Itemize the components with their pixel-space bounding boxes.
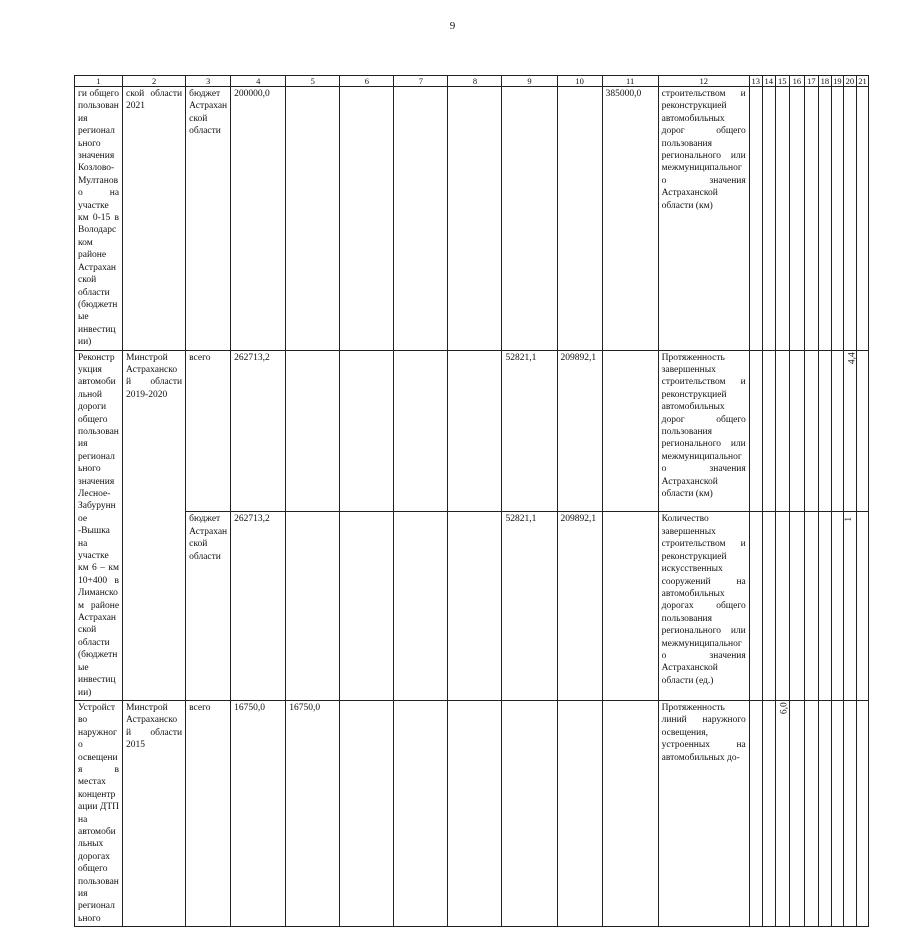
indicator-cell: Количество завершенных строительством и реконструкцией искусственных сооружений на автомобильных дорогах общего пользования регионального или межмуниципального значения Астраханской области (ед.): [658, 512, 749, 700]
object-name-cell: ги общего пользования регионального значения Козлово-Мултаново на участке км 0-15 в Володарском районе Астраханской области (бюджетные инвестиции): [75, 87, 123, 351]
funding-source-cell: бюджет Астраханской области: [186, 87, 231, 351]
cell-col19: [831, 512, 843, 700]
amount-total-cell: 262713,2: [231, 512, 286, 700]
cell-col16: [789, 350, 804, 512]
cell-col8: [448, 350, 502, 512]
col-header-20: 20: [843, 76, 856, 87]
cell-col7: [394, 350, 448, 512]
cell-col18: [818, 87, 831, 351]
target-value-text: 4,4: [847, 351, 858, 364]
program-table: [74, 75, 869, 927]
col-header-10: 10: [557, 76, 602, 87]
col-header-21: 21: [858, 76, 867, 86]
col-header-17: 17: [804, 76, 818, 87]
cell-col6: [340, 350, 394, 512]
cell-col20: [843, 87, 856, 351]
cell-col15: [775, 87, 789, 351]
executor-cell: Минстрой Астраханской области 2015: [123, 700, 186, 926]
col-header-12: 12: [658, 76, 749, 87]
cell-col14: [762, 512, 775, 700]
table-row: [75, 350, 869, 512]
amount-col10-cell: 209892,1: [557, 350, 602, 512]
column-number-row: [75, 76, 869, 87]
cell-col7: [394, 87, 448, 351]
indicator-cell: Протяженность линий наружного освещения, устроенных на автомобильных до-: [658, 700, 749, 926]
cell-col8: [448, 512, 502, 700]
amount-col5-cell: 16750,0: [286, 700, 340, 926]
cell-col17: [804, 87, 818, 351]
cell-col21: [856, 87, 868, 351]
page-number: 9: [449, 20, 456, 32]
amount-col9-cell: 52821,1: [502, 350, 557, 512]
indicator-cell: строительством и реконструкцией автомобильных дорог общего пользования регионального или межмуниципального значения Астраханской области (км): [658, 87, 749, 351]
col-header-8: 8: [448, 76, 502, 87]
target-value-text: 1: [844, 517, 855, 523]
cell-col10: [557, 700, 602, 926]
cell-col18: [818, 512, 831, 700]
cell-col21: [856, 512, 868, 700]
col-header-16: 16: [789, 76, 804, 87]
cell-col16: [789, 512, 804, 700]
target-value-cell: [843, 512, 856, 700]
cell-col17: [804, 700, 818, 926]
cell-col13: [749, 512, 762, 700]
cell-col7: [394, 512, 448, 700]
cell-col13: [749, 700, 762, 926]
cell-col11: [602, 512, 658, 700]
funding-source-cell: всего: [186, 700, 231, 926]
col-header-1: 1: [75, 76, 123, 87]
cell-col9: [502, 87, 557, 351]
cell-col14: [762, 350, 775, 512]
cell-col18: [818, 350, 831, 512]
col-header-7: 7: [394, 76, 448, 87]
cell-col16: [789, 700, 804, 926]
cell-col6: [340, 87, 394, 351]
cell-col13: [749, 350, 762, 512]
col-header-9: 9: [502, 76, 557, 87]
amount-total-cell: 16750,0: [231, 700, 286, 926]
cell-col7: [394, 700, 448, 926]
cell-col19: [831, 700, 843, 926]
cell-col9: [502, 700, 557, 926]
cell-col8: [448, 700, 502, 926]
col-header-15: 15: [775, 76, 789, 87]
col-header-2: 2: [123, 76, 186, 87]
col-header-3: 3: [186, 76, 231, 87]
cell-col6: [340, 512, 394, 700]
col-header-13: 13: [749, 76, 762, 87]
cell-col19: [831, 87, 843, 351]
amount-total-cell: 262713,2: [231, 350, 286, 512]
col-header-14: 14: [762, 76, 775, 87]
cell-col10: [557, 87, 602, 351]
col-header-5: 5: [286, 76, 340, 87]
table-row: [75, 87, 869, 351]
cell-col13: [749, 87, 762, 351]
cell-col14: [762, 87, 775, 351]
cell-col20: [843, 700, 856, 926]
cell-col5: [286, 512, 340, 700]
executor-cell: ской области 2021: [123, 87, 186, 351]
target-value-cell: [775, 700, 789, 926]
cell-col19: [831, 350, 843, 512]
amount-col10-cell: 209892,1: [557, 512, 602, 700]
cell-col17: [804, 512, 818, 700]
cell-col11: [602, 700, 658, 926]
funding-source-cell: всего: [186, 350, 231, 512]
cell-col15: [775, 512, 789, 700]
cell-col6: [340, 700, 394, 926]
cell-col8: [448, 87, 502, 351]
target-value-text: 6,0: [779, 702, 790, 715]
col-header-18: 18: [818, 76, 831, 87]
cell-col21: [856, 700, 868, 926]
table-row: [75, 700, 869, 926]
cell-col11: [602, 350, 658, 512]
cell-col17: [804, 350, 818, 512]
amount-col9-cell: 52821,1: [502, 512, 557, 700]
cell-col16: [789, 87, 804, 351]
amount-total-cell: 200000,0: [231, 87, 286, 351]
target-value-cell: [843, 350, 856, 512]
cell-col5: [286, 350, 340, 512]
col-header-6: 6: [340, 76, 394, 87]
amount-col11-cell: 385000,0: [602, 87, 658, 351]
table-row: [75, 512, 869, 700]
object-name-cell: Реконструкция автомобильной дороги общего пользования регионального значения Лесное-Забурунное -Вышка на участке км 6 – км 10+400 в Лиманском районе Астраханской области (бюджетные инвестиции): [75, 350, 123, 700]
indicator-cell: Протяженность завершенных строительством и реконструкцией автомобильных дорог общего пользования регионального или межмуниципального значения Астраханской области (км): [658, 350, 749, 512]
object-name-cell: Устройство наружного освещения в местах концентрации ДТП на автомобильных дорогах общего пользования регионального: [75, 700, 123, 926]
cell-col15: [775, 350, 789, 512]
cell-col14: [762, 700, 775, 926]
col-header-19: 19: [833, 76, 842, 86]
cell-col21: [856, 350, 868, 512]
funding-source-cell: бюджет Астраханской области: [186, 512, 231, 700]
cell-col5: [286, 87, 340, 351]
cell-col18: [818, 700, 831, 926]
col-header-4: 4: [231, 76, 286, 87]
executor-cell: Минстрой Астраханской области 2019-2020: [123, 350, 186, 700]
col-header-11: 11: [602, 76, 658, 87]
